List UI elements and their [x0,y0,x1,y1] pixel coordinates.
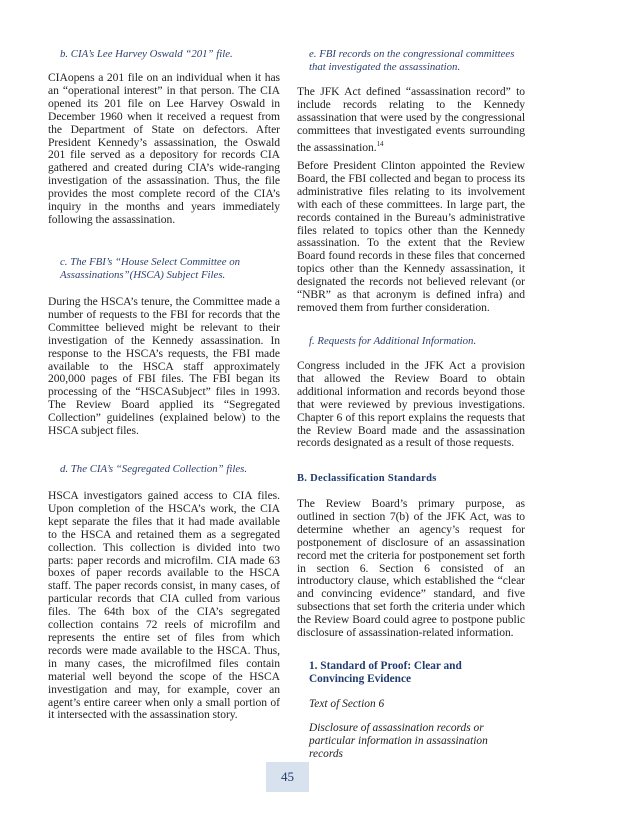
section-heading-B: B. Declassification Standards [297,473,437,484]
paragraph-c: During the HSCA’s tenure, the Committee made a number of requests to the FBI for records that the Committee believed might be relevant to their investigation of the Kennedy assassination. In response to the HSCA’s requests, the FBI made available to the HSCA staff approximately 200,000 pages of FBI files. The FBI began its processing of the “HSCASubject” files in 1993. The Review Board applied its “Segregated Collection” guidelines (explained below) to the HSCA subject files. [48,295,280,438]
paragraph-d: HSCA investigators gained access to CIA files. Upon completion of the HSCA’s work, the CIA kept separate the files that it had made available to the HSCA and retained them as a segregated collection. This collection is divided into two parts: paper records and microfilm. CIA made 63 boxes of paper records available to the HSCA staff. The paper records consist, in many cases, of particular records that CIA culled from various files. The 64th box of the CIA’s segregated collection contains 72 reels of microfilm and represents the entire set of files from which records were made available to the HSCA. Thus, in many cases, the microfilmed files contain material well beyond the scope of the HSCA investigation and may, for example, cover an agent’s entire career when only a small portion of it intersected with the assassination story. [48,489,280,722]
text-of-section-label: Text of Section 6 [309,698,385,710]
section-heading-d: d. The CIA’s “Segregated Collection” files. [60,463,248,475]
footnote-marker: 14 [376,139,384,148]
section-heading-b: b. CIA’s Lee Harvey Oswald “201” file. [60,48,233,60]
paragraph-e-text: The JFK Act defined “assassination record” to include records relating to the Kennedy assassination that were used by the congressional committees that investigated events surrounding the assassination. [297,85,525,154]
section-heading-e: e. FBI records on the congressional committees that investigated the assassination. [309,48,515,73]
paragraph-e [297,86,525,154]
section-heading-1: 1. Standard of Proof: Clear and Convincing Evidence [309,660,462,685]
section-heading-f: f. Requests for Additional Information. [309,335,477,347]
section-heading-c: c. The FBI’s “House Select Committee on Assassinations”(HSCA) Subject Files. [60,256,241,281]
page-number: 45 [266,762,309,792]
paragraph-f: Congress included in the JFK Act a provision that allowed the Review Board to obtain additional information and records beyond those that were reviewed by previous investigations. Chapter 6 of this report explains the requests that the Review Board made and the assassination records designated as a result of those requests. [297,359,525,450]
paragraph-b: CIAopens a 201 file on an individual when it has an “operational interest” in that person. The CIA opened its 201 file on Lee Harvey Oswald in December 1960 when it received a request from the Department of State on defectors. After President Kennedy’s assassination, the Oswald 201 file served as a depository for records CIA gathered and created during CIA’s wide-ranging investigation of the assassination. Thus, the file provides the most complete record of the CIA’s inquiry in the months and years immediately following the assassination. [48,71,280,226]
paragraph-e2: Before President Clinton appointed the Review Board, the FBI collected and began to process its administrative files relating to its involvement with each of these committees. In large part, the records contained in the Bureau’s administrative files related to topics other than the Kennedy assassination. To the extent that the Review Board found records in these files that concerned topics other than the Kennedy assassination, it designated the records not believed relevant (or “NBR” as that acronym is defined infra) and removed them from further consideration. [297,159,525,314]
section-6-quote: Disclosure of assassination records or particular information in assassination records [309,722,488,760]
paragraph-B: The Review Board’s primary purpose, as outlined in section 7(b) of the JFK Act, was to determine whether an agency’s request for postponement of disclosure of an assassination record met the criteria for postponement set forth in section 6. Section 6 consisted of an introductory clause, which established the “clear and convincing evidence” standard, and five subsections that set forth the criteria under which the Review Board could agree to postpone public disclosure of assassination-related information. [297,497,525,640]
